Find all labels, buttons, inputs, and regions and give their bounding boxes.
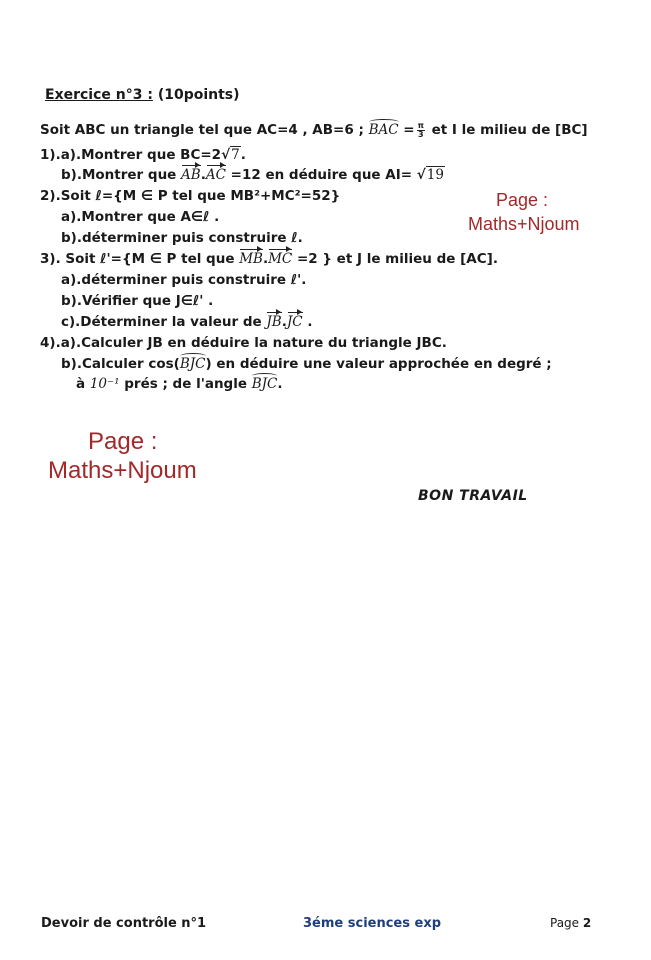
exercise-points: (10points) (157, 87, 240, 103)
vector-mc: MC (268, 251, 293, 267)
vector-jc: JC (286, 314, 303, 330)
radicand: 7 (231, 147, 240, 163)
dot-product: . (200, 167, 206, 183)
question-3 (40, 250, 498, 268)
footer-exam-title: Devoir de contrôle n°1 (41, 916, 207, 931)
fraction-numerator: π (417, 120, 424, 130)
intro-text: Soit ABC un triangle tel que AC=4 , AB=6 ; (40, 122, 364, 138)
q3-text: 3). Soit ℓ'={M ∈ P tel que (40, 251, 235, 267)
q1a-end: . (240, 147, 246, 163)
q4b-text: b).Calculer cos( (61, 356, 180, 372)
angle-bjc: BJC (251, 376, 278, 392)
watermark-page-name: Maths+Njoum (468, 214, 580, 234)
question-1b (61, 166, 445, 184)
q3-end: =2 } et J le milieu de [AC]. (296, 251, 498, 267)
equals-sign: = (403, 122, 415, 138)
angle-bac: BAC (368, 122, 399, 138)
dot-product: . (281, 314, 287, 330)
question-3c (61, 313, 312, 331)
question-3a: a).déterminer puis construire ℓ'. (61, 272, 307, 288)
watermark-large-page-name: Maths+Njoum (48, 457, 197, 484)
closing-message: BON TRAVAIL (418, 488, 528, 504)
vector-ab: AB (181, 167, 201, 183)
pi-over-3 (417, 122, 425, 139)
sqrt-7: √7 (221, 147, 240, 163)
radicand: 19 (426, 167, 444, 183)
q1b-text: b).Montrer que (61, 167, 177, 183)
footer-class: 3éme sciences exp (303, 916, 442, 931)
question-1a (40, 146, 246, 164)
q4b2-mid: prés ; de l'angle (124, 376, 248, 392)
q1a-text: 1).a).Montrer que BC=2 (40, 147, 222, 163)
vector-mb: MB (239, 251, 263, 267)
sqrt-19: √19 (416, 167, 444, 183)
ten-power-minus-one: 10⁻¹ (89, 376, 120, 392)
question-3b: b).Vérifier que J∈ℓ' . (61, 293, 214, 309)
dot-product: . (262, 251, 269, 267)
question-4b-continued (76, 375, 283, 393)
vector-jb: JB (266, 314, 282, 330)
angle-bjc: BJC (179, 356, 206, 372)
intro-line (40, 121, 588, 139)
question-2a: a).Montrer que A∈ℓ . (61, 209, 220, 225)
vector-ac: AC (205, 167, 226, 183)
question-4b (61, 355, 552, 373)
intro-text-end: et I le milieu de [BC] (431, 122, 588, 138)
q1b-mid: =12 en déduire que AI= (230, 167, 413, 183)
question-4a: 4).a).Calculer JB en déduire la nature du triangle JBC. (40, 335, 447, 351)
watermark-page-label: Page : (496, 190, 549, 210)
question-2b: b).déterminer puis construire ℓ. (61, 230, 303, 246)
watermark-large-page-label: Page : (88, 428, 158, 455)
q4b-end: ) en déduire une valeur approchée en degré ; (205, 356, 552, 372)
q4b2-end: . (277, 376, 283, 392)
page-label: Page (550, 916, 580, 930)
exercise-title (45, 86, 240, 104)
q3c-end: . (307, 314, 313, 330)
page-number: 2 (582, 916, 592, 930)
question-2: 2).Soit ℓ={M ∈ P tel que MB²+MC²=52} (40, 188, 341, 204)
footer-page (550, 916, 591, 930)
q4b2-text: à (76, 376, 86, 392)
exercise-number: Exercice n°3 : (45, 87, 153, 103)
fraction-denominator: 3 (417, 129, 424, 139)
q3c-text: c).Déterminer la valeur de (61, 314, 262, 330)
